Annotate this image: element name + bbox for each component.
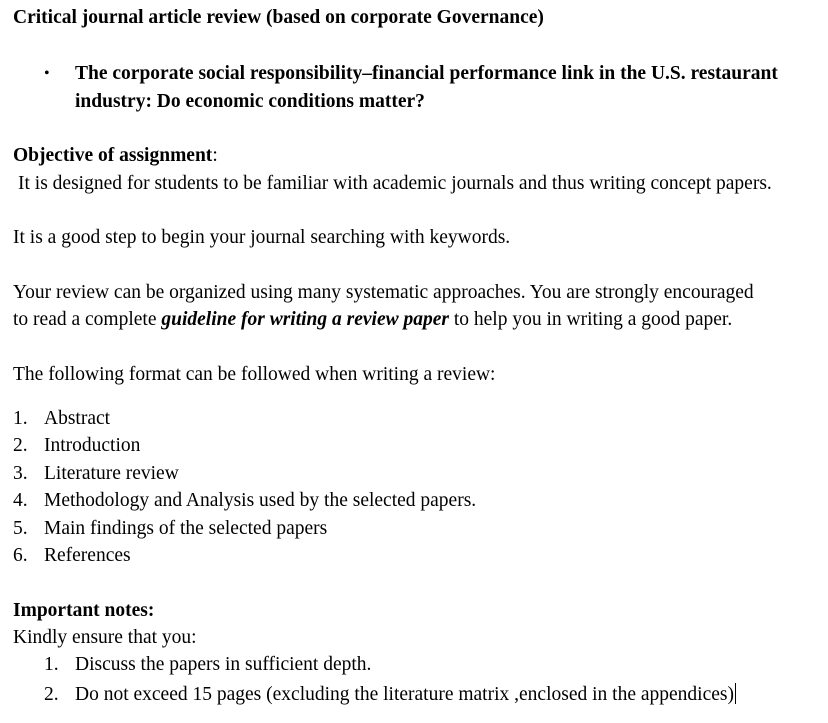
- review-paragraph-line-1: Your review can be organized using many systematic approaches. You are strongly encouraged: [13, 282, 754, 303]
- list-number: 3.: [13, 463, 28, 484]
- objective-text: It is designed for students to be familiar with academic journals and thus writing concept papers.: [18, 173, 772, 194]
- list-label: References: [44, 545, 131, 566]
- list-item: [13, 436, 140, 456]
- review-text-after: to help you in writing a good paper.: [448, 309, 733, 330]
- list-number: 1.: [13, 408, 28, 429]
- article-title-line-1: The corporate social responsibility–financial performance link in the U.S. restaurant: [75, 63, 778, 84]
- list-item: [13, 409, 110, 429]
- list-label: Discuss the papers in sufficient depth.: [75, 654, 372, 675]
- list-number: 5.: [13, 518, 28, 539]
- list-label: Abstract: [44, 408, 111, 429]
- document-title: Critical journal article review (based on corporate Governance): [13, 7, 544, 28]
- list-label: Methodology and Analysis used by the selected papers.: [44, 490, 477, 511]
- notes-heading: Important notes:: [13, 600, 155, 621]
- list-item: [44, 655, 371, 675]
- objective-colon: :: [212, 145, 218, 166]
- list-label: Main findings of the selected papers: [44, 518, 328, 539]
- list-number: 4.: [13, 490, 28, 511]
- list-item: [13, 464, 179, 484]
- review-paragraph-line-2: [13, 310, 732, 330]
- list-number: 2.: [44, 684, 59, 705]
- list-label: Introduction: [44, 435, 141, 456]
- review-text-before: to read a complete: [13, 309, 162, 330]
- list-item: [44, 683, 736, 705]
- objective-heading-line: [13, 146, 218, 166]
- list-item: [13, 491, 476, 511]
- list-number: 6.: [13, 545, 28, 566]
- text-cursor: [735, 683, 736, 704]
- list-item: [13, 519, 327, 539]
- notes-intro: Kindly ensure that you:: [13, 627, 197, 648]
- list-item: [13, 546, 131, 566]
- search-tip: It is a good step to begin your journal searching with keywords.: [13, 227, 511, 248]
- article-title-line-2: industry: Do economic conditions matter?: [75, 91, 425, 112]
- list-number: 1.: [44, 654, 59, 675]
- objective-heading: Objective of assignment: [13, 145, 213, 166]
- bullet-icon: •: [44, 65, 50, 82]
- list-label: Do not exceed 15 pages (excluding the literature matrix ,enclosed in the appendices): [75, 684, 734, 705]
- list-label: Literature review: [44, 463, 179, 484]
- format-intro: The following format can be followed when writing a review:: [13, 364, 496, 385]
- list-number: 2.: [13, 435, 28, 456]
- guideline-emphasis: guideline for writing a review paper: [161, 309, 449, 330]
